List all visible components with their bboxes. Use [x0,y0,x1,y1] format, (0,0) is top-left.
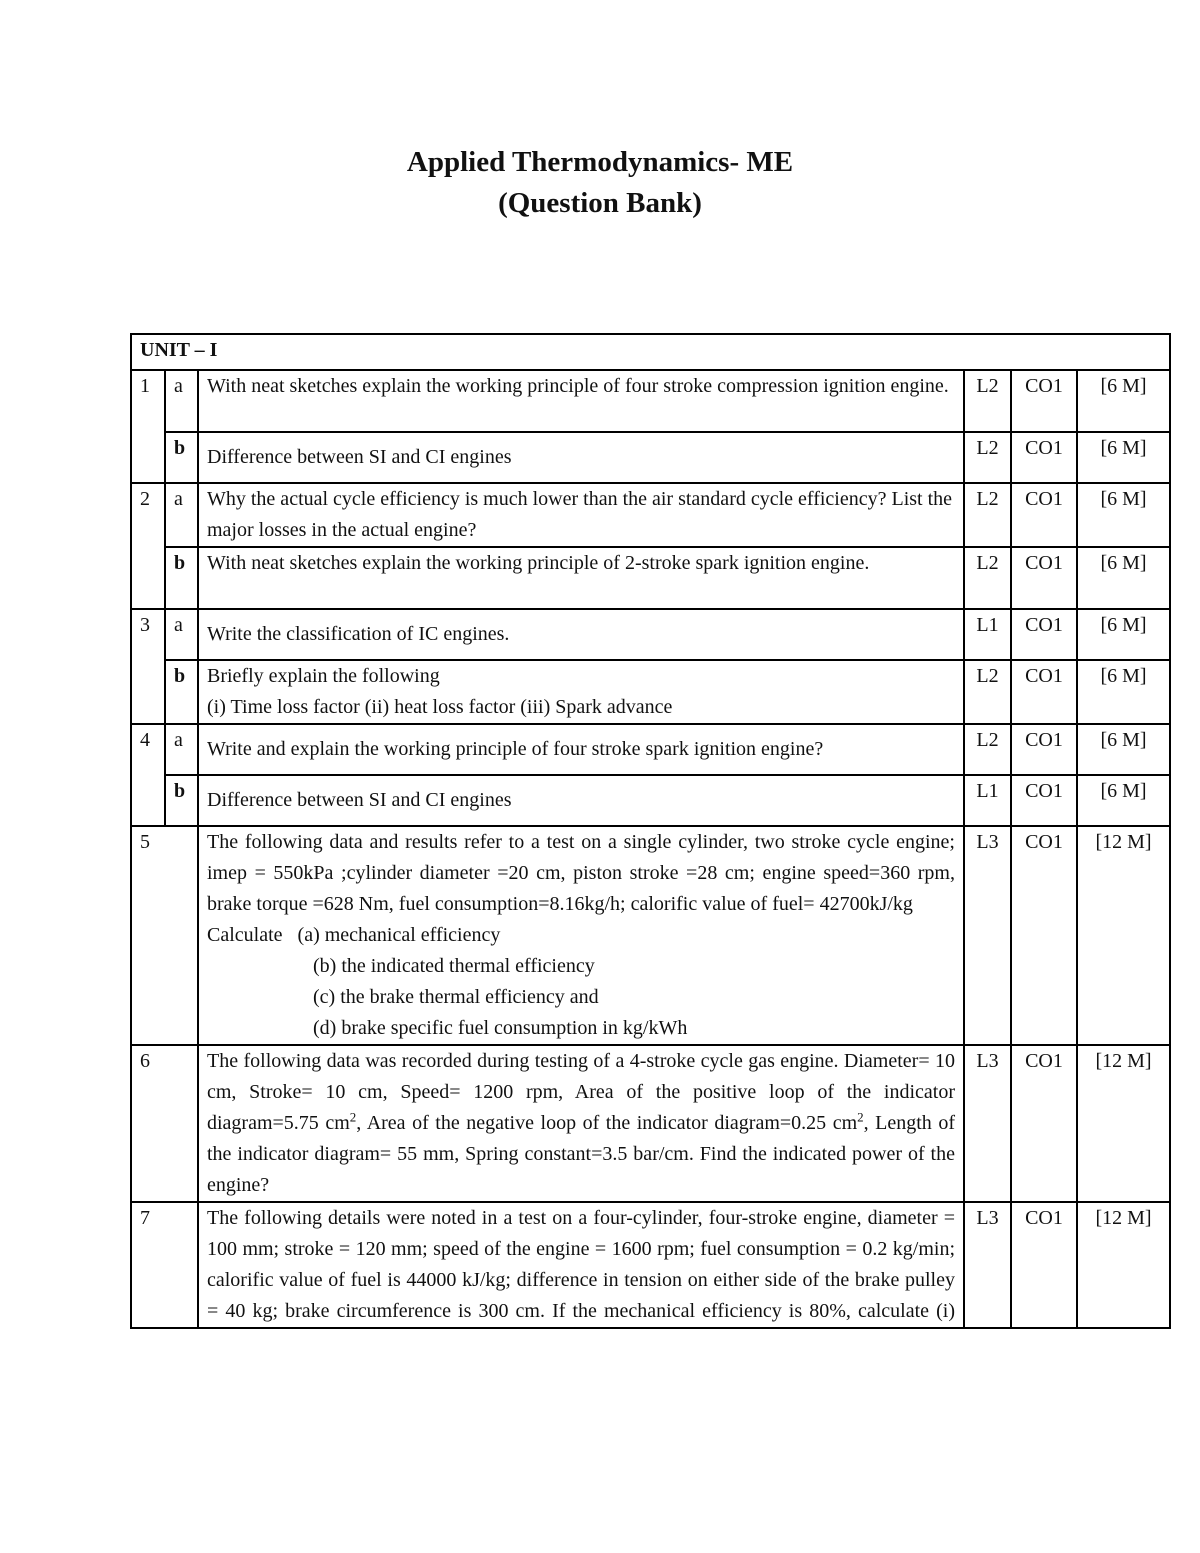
co-cell: CO1 [1011,609,1077,660]
table-row [131,432,1170,483]
table-row [131,1045,1170,1202]
level-cell: L3 [964,1202,1011,1328]
level-cell: L2 [964,370,1011,432]
co-cell: CO1 [1011,1202,1077,1328]
marks-cell: [6 M] [1077,660,1170,724]
question-text: Write and explain the working principle of four stroke spark ignition engine? [198,724,964,775]
table-row [131,775,1170,826]
question-number: 2 [131,483,165,609]
sub-label: a [165,370,198,432]
question-text: Why the actual cycle efficiency is much lower than the air standard cycle efficiency? List the major losses in the actual engine? [198,483,964,547]
table-row [131,370,1170,432]
calc-part: (d) brake specific fuel consumption in kg/kWh [313,1017,688,1039]
table-row [131,547,1170,609]
marks-cell: [6 M] [1077,724,1170,775]
question-text: The following details were noted in a test on a four-cylinder, four-stroke engine, diameter = 100 mm; stroke = 120 mm; speed of the engine = 1600 rpm; fuel consumption = 0.2 kg/min; calorific value of fuel is 44000 kJ/kg; difference in tension on either side of the brake pulley = 40 kg; brake circumference is 300 cm. If the mechanical efficiency is 80%, calculate (i) [198,1202,964,1328]
co-cell: CO1 [1011,547,1077,609]
table-row [131,826,1170,1045]
question-number: 1 [131,370,165,483]
superscript: 2 [349,1109,357,1125]
marks-cell: [12 M] [1077,826,1170,1045]
level-cell: L3 [964,1045,1011,1202]
level-cell: L2 [964,483,1011,547]
marks-cell: [6 M] [1077,483,1170,547]
table-row [131,609,1170,660]
unit-header: UNIT – I [131,334,1170,370]
co-cell: CO1 [1011,432,1077,483]
calc-part: (a) mechanical efficiency [297,924,501,946]
question-number: 4 [131,724,165,826]
marks-cell: [12 M] [1077,1045,1170,1202]
level-cell: L2 [964,547,1011,609]
question-paragraph: The following data and results refer to a test on a single cylinder, two stroke cycle engine; imep = 550kPa ;cylinder diameter =20 cm, piston stroke =28 cm; engine speed=360 rpm, brake torque =628 Nm, fuel consumption=8.16kg/h; calorific value of fuel= 42700kJ/kg [207,831,955,915]
sub-label: a [165,609,198,660]
title-line-1: Applied Thermodynamics- ME [406,146,794,178]
level-cell: L1 [964,775,1011,826]
sub-label: b [165,775,198,826]
marks-cell: [6 M] [1077,547,1170,609]
question-part: , Area of the negative loop of the indicator diagram=0.25 cm [356,1112,858,1134]
table-row [131,660,1170,724]
co-cell: CO1 [1011,775,1077,826]
question-text [198,826,964,1045]
question-text: With neat sketches explain the working principle of four stroke compression ignition engine. [198,370,964,432]
marks-cell: [12 M] [1077,1202,1170,1328]
question-number: 6 [131,1045,198,1202]
table-row [131,1202,1170,1328]
co-cell: CO1 [1011,1045,1077,1202]
unit-row [131,334,1170,370]
level-cell: L3 [964,826,1011,1045]
marks-cell: [6 M] [1077,370,1170,432]
sub-label: b [165,432,198,483]
level-cell: L2 [964,724,1011,775]
sub-label: a [165,483,198,547]
question-text: Difference between SI and CI engines [198,775,964,826]
question-text [198,660,964,724]
co-cell: CO1 [1011,370,1077,432]
marks-cell: [6 M] [1077,775,1170,826]
table-row [131,724,1170,775]
question-number: 3 [131,609,165,724]
question-number: 7 [131,1202,198,1328]
question-line: Briefly explain the following [207,665,440,687]
question-part: , Length of the indicator diagram= 55 mm, Spring constant=3.5 bar/cm. Find the indicated power of the engine? [207,1112,955,1196]
calc-part: (c) the brake thermal efficiency and [313,986,599,1008]
co-cell: CO1 [1011,660,1077,724]
superscript: 2 [857,1109,864,1125]
level-cell: L2 [964,660,1011,724]
level-cell: L1 [964,609,1011,660]
co-cell: CO1 [1011,483,1077,547]
calc-part: (b) the indicated thermal efficiency [313,955,595,977]
question-line: (i) Time loss factor (ii) heat loss factor (iii) Spark advance [207,696,673,718]
co-cell: CO1 [1011,724,1077,775]
question-text [198,1045,964,1202]
question-table [130,333,1171,1329]
co-cell: CO1 [1011,826,1077,1045]
sub-label: b [165,660,198,724]
question-line [207,920,955,951]
question-text: Write the classification of IC engines. [198,609,964,660]
document-title [0,142,1200,224]
question-text: Difference between SI and CI engines [198,432,964,483]
question-part: The following data was recorded during testing of a 4-stroke cycle gas engine. Diameter= 10 cm, Stroke= 10 cm, Speed= 1200 rpm, Area of the positive loop of the indicator diagram=5.75 cm [207,1050,955,1134]
calculate-label: Calculate [207,924,283,946]
level-cell: L2 [964,432,1011,483]
question-text: With neat sketches explain the working principle of 2-stroke spark ignition engine. [198,547,964,609]
title-line-2: (Question Bank) [498,187,702,219]
marks-cell: [6 M] [1077,609,1170,660]
question-number: 5 [131,826,198,1045]
sub-label: b [165,547,198,609]
table-row [131,483,1170,547]
marks-cell: [6 M] [1077,432,1170,483]
sub-label: a [165,724,198,775]
